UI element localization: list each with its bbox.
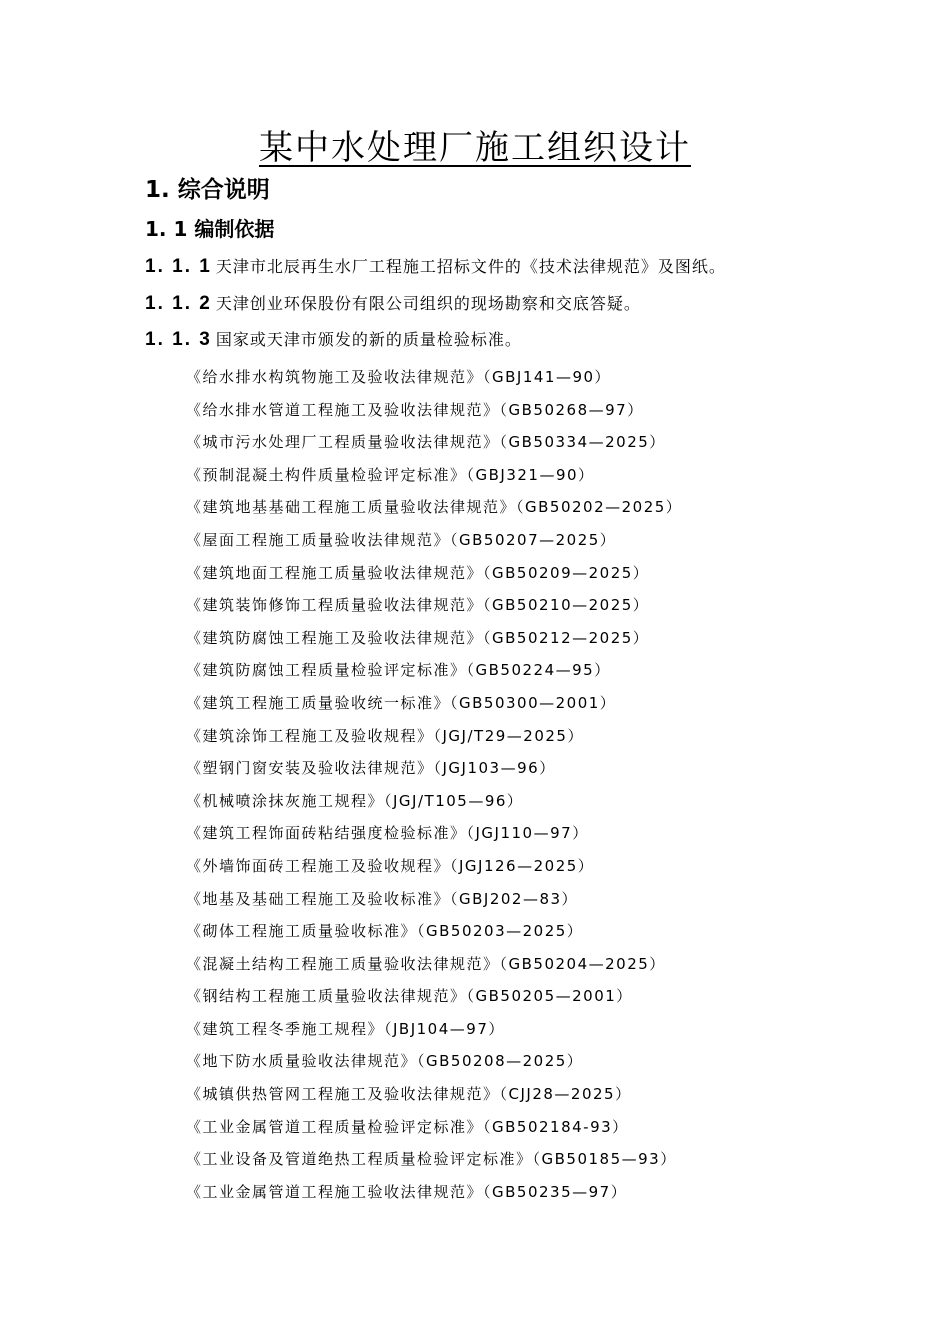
clause-text: 天津市北辰再生水厂工程施工招标文件的《技术法律规范》及图纸。 [215,257,726,276]
clause-number: 1. 1. 1 [145,256,212,277]
standard-item: 《工业金属管道工程施工验收法律规范》（GB50235—97） [186,1182,628,1201]
clause-text: 天津创业环保股份有限公司组织的现场勘察和交底答疑。 [215,294,641,313]
subsection-heading-1-1: 1. 1 编制依据 [145,217,275,241]
standard-item: 《地基及基础工程施工及验收标准》（GBJ202—83） [186,889,579,908]
standard-item: 《外墙饰面砖工程施工及验收规程》（JGJ126—2025） [186,856,595,875]
standard-item: 《建筑防腐蚀工程施工及验收法律规范》（GB50212—2025） [186,628,650,647]
standard-item: 《钢结构工程施工质量验收法律规范》（GB50205—2001） [186,987,633,1006]
standard-item: 《机械喷涂抹灰施工规程》（JGJ/T105—96） [186,791,524,810]
standard-item: 《建筑涂饰工程施工及验收规程》（JGJ/T29—2025） [186,726,584,745]
standard-item: 《砌体工程施工质量验收标准》（GB50203—2025） [186,922,584,941]
standard-item: 《给水排水管道工程施工及验收法律规范》（GB50268—97） [186,400,644,419]
standard-item: 《混凝土结构工程施工质量验收法律规范》（GB50204—2025） [186,954,666,973]
standard-item: 《建筑地基基础工程施工质量验收法律规范》（GB50202—2025） [186,498,683,517]
clause-text: 国家或天津市颁发的新的质量检验标准。 [215,330,522,349]
standard-item: 《工业金属管道工程质量检验评定标准》（GB502184-93） [186,1117,629,1136]
standard-item: 《给水排水构筑物施工及验收法律规范》（GBJ141—90） [186,368,612,386]
standard-item: 《工业设备及管道绝热工程质量检验评定标准》（GB50185—93） [186,1150,677,1169]
clause-1-1-1 [145,252,726,282]
clause-number: 1. 1. 2 [145,293,212,314]
standard-item: 《城镇供热管网工程施工及验收法律规范》（CJJ28—2025） [186,1085,632,1104]
standard-item: 《建筑地面工程施工质量验收法律规范》（GB50209—2025） [186,563,650,582]
standard-item: 《地下防水质量验收法律规范》（GB50208—2025） [186,1052,584,1071]
standard-item: 《屋面工程施工质量验收法律规范》（GB50207—2025） [186,530,617,549]
clause-number: 1. 1. 3 [145,329,212,350]
standard-item: 《建筑工程冬季施工规程》（JBJ104—97） [186,1019,505,1038]
document-title: 某中水处理厂施工组织设计 [259,128,691,168]
standard-item: 《建筑工程施工质量验收统一标准》（GB50300—2001） [186,693,617,712]
standard-item: 《塑钢门窗安装及验收法律规范》（JGJ103—96） [186,759,556,778]
standard-item: 《建筑工程饰面砖粘结强度检验标准》（JGJ110—97） [186,824,589,843]
section-heading-1: 1. 综合说明 [145,177,270,203]
standard-item: 《城市污水处理厂工程质量验收法律规范》（GB50334—2025） [186,433,666,452]
standard-item: 《预制混凝土构件质量检验评定标准》（GBJ321—90） [186,465,595,484]
clause-1-1-2 [145,289,641,319]
clause-1-1-3 [145,325,522,355]
standard-item: 《建筑防腐蚀工程质量检验评定标准》（GB50224—95） [186,661,611,680]
standard-item: 《建筑装饰修饰工程质量验收法律规范》（GB50210—2025） [186,596,650,615]
standards-list [186,361,682,1208]
